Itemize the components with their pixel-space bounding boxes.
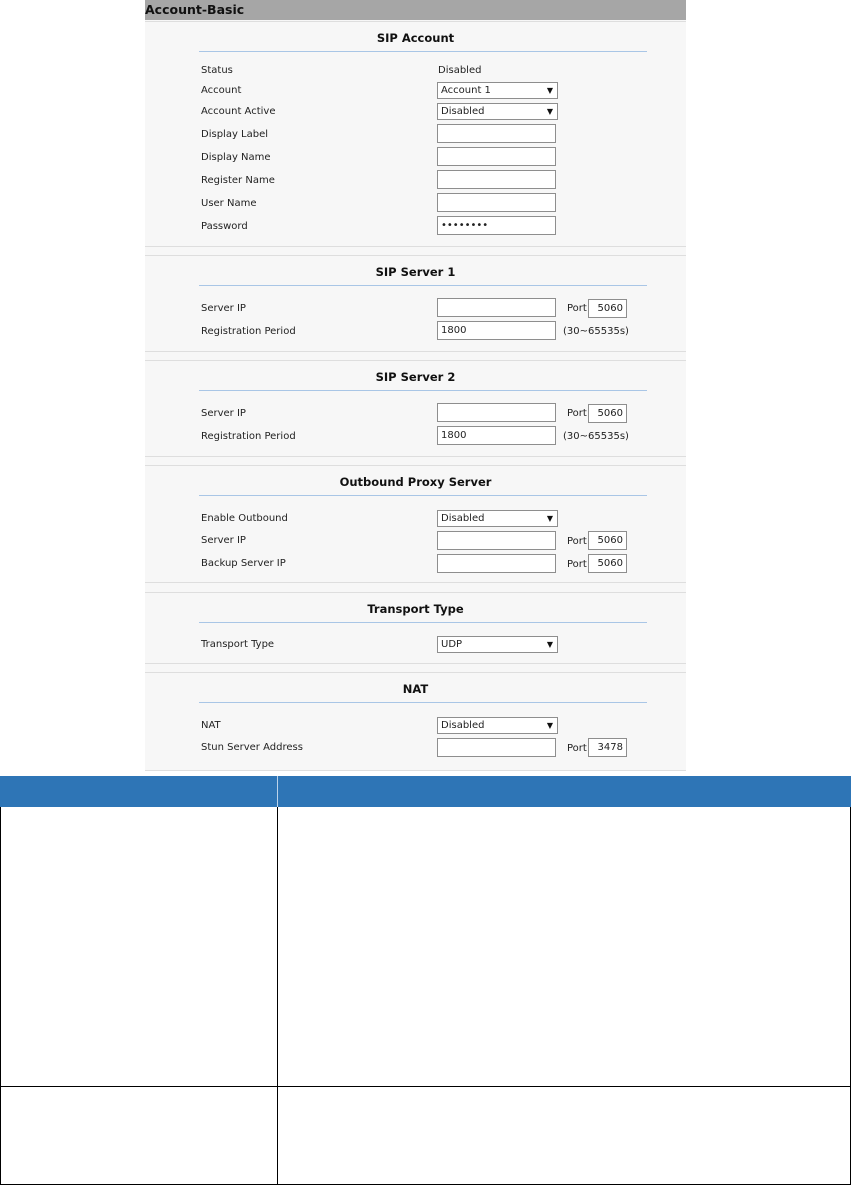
sip-server-2-section <box>145 360 686 457</box>
section-divider <box>199 285 647 286</box>
nat-label: NAT <box>201 720 221 731</box>
port-input[interactable]: 5060 <box>588 531 627 550</box>
account-select-value: Account 1 <box>441 85 491 96</box>
table-header-divider <box>277 776 278 807</box>
register-name-label: Register Name <box>201 175 275 186</box>
port-label: Port <box>567 536 587 547</box>
chevron-down-icon: ▼ <box>546 640 553 649</box>
outbound-proxy-section <box>145 465 686 583</box>
chevron-down-icon: ▼ <box>546 721 553 730</box>
section-title: NAT <box>402 682 429 696</box>
server-ip-input[interactable] <box>437 298 556 317</box>
status-value: Disabled <box>438 65 482 76</box>
backup-port-input[interactable]: 5060 <box>588 554 627 573</box>
registration-period-range: (30~65535s) <box>563 431 629 442</box>
table-header <box>0 776 851 807</box>
transport-type-select-value: UDP <box>441 639 463 650</box>
registration-period-label: Registration Period <box>201 431 296 442</box>
account-basic-panel <box>145 0 686 771</box>
nat-select[interactable] <box>437 717 558 734</box>
user-name-label: User Name <box>201 198 257 209</box>
password-input[interactable]: •••••••• <box>437 216 556 235</box>
sip-account-section <box>145 21 686 247</box>
server-ip-label: Server IP <box>201 303 246 314</box>
section-title: SIP Server 2 <box>375 370 456 384</box>
nat-section <box>145 672 686 771</box>
sip-server-1-section <box>145 255 686 352</box>
section-title: Outbound Proxy Server <box>339 475 492 489</box>
port-label: Port <box>567 743 587 754</box>
port-input[interactable]: 5060 <box>588 299 627 318</box>
enable-outbound-select[interactable] <box>437 510 558 527</box>
section-divider <box>199 702 647 703</box>
display-label-label: Display Label <box>201 129 269 140</box>
transport-type-section <box>145 592 686 664</box>
account-active-label: Account Active <box>201 106 276 117</box>
parameter-table <box>0 776 851 1185</box>
chevron-down-icon: ▼ <box>546 86 553 95</box>
enable-outbound-label: Enable Outbound <box>201 513 288 524</box>
account-active-select[interactable] <box>437 103 558 120</box>
port-input[interactable]: 5060 <box>588 404 627 423</box>
server-ip-input[interactable] <box>437 531 556 550</box>
account-label: Account <box>201 85 242 96</box>
registration-period-input[interactable]: 1800 <box>437 321 556 340</box>
table-row <box>0 807 851 1087</box>
backup-server-ip-input[interactable] <box>437 554 556 573</box>
backup-port-label: Port <box>567 559 587 570</box>
display-name-input[interactable] <box>437 147 556 166</box>
table-row <box>0 1087 851 1185</box>
nat-select-value: Disabled <box>441 720 485 731</box>
display-label-input[interactable] <box>437 124 556 143</box>
port-input[interactable]: 3478 <box>588 738 627 757</box>
register-name-input[interactable] <box>437 170 556 189</box>
chevron-down-icon: ▼ <box>546 107 553 116</box>
account-select[interactable] <box>437 82 558 99</box>
port-label: Port <box>567 408 587 419</box>
port-label: Port <box>567 303 587 314</box>
user-name-input[interactable] <box>437 193 556 212</box>
transport-type-select[interactable] <box>437 636 558 653</box>
section-divider <box>199 390 647 391</box>
transport-type-label: Transport Type <box>201 639 275 650</box>
section-divider <box>199 51 647 52</box>
status-label: Status <box>201 65 233 76</box>
server-ip-input[interactable] <box>437 403 556 422</box>
chevron-down-icon: ▼ <box>546 514 553 523</box>
panel-title: Account-Basic <box>145 2 245 17</box>
section-divider <box>199 622 647 623</box>
section-title: Transport Type <box>367 602 464 616</box>
registration-period-label: Registration Period <box>201 326 296 337</box>
registration-period-range: (30~65535s) <box>563 326 629 337</box>
section-title: SIP Server 1 <box>375 265 456 279</box>
table-cell-divider <box>277 1087 278 1184</box>
stun-server-address-input[interactable] <box>437 738 556 757</box>
enable-outbound-select-value: Disabled <box>441 513 485 524</box>
server-ip-label: Server IP <box>201 408 246 419</box>
password-label: Password <box>201 221 248 232</box>
panel-header <box>145 0 686 20</box>
display-name-label: Display Name <box>201 152 271 163</box>
stun-server-address-label: Stun Server Address <box>201 742 303 753</box>
account-active-select-value: Disabled <box>441 106 485 117</box>
server-ip-label: Server IP <box>201 535 246 546</box>
registration-period-input[interactable]: 1800 <box>437 426 556 445</box>
backup-server-ip-label: Backup Server IP <box>201 558 286 569</box>
table-cell-divider <box>277 807 278 1086</box>
section-title: SIP Account <box>376 31 455 45</box>
section-divider <box>199 495 647 496</box>
